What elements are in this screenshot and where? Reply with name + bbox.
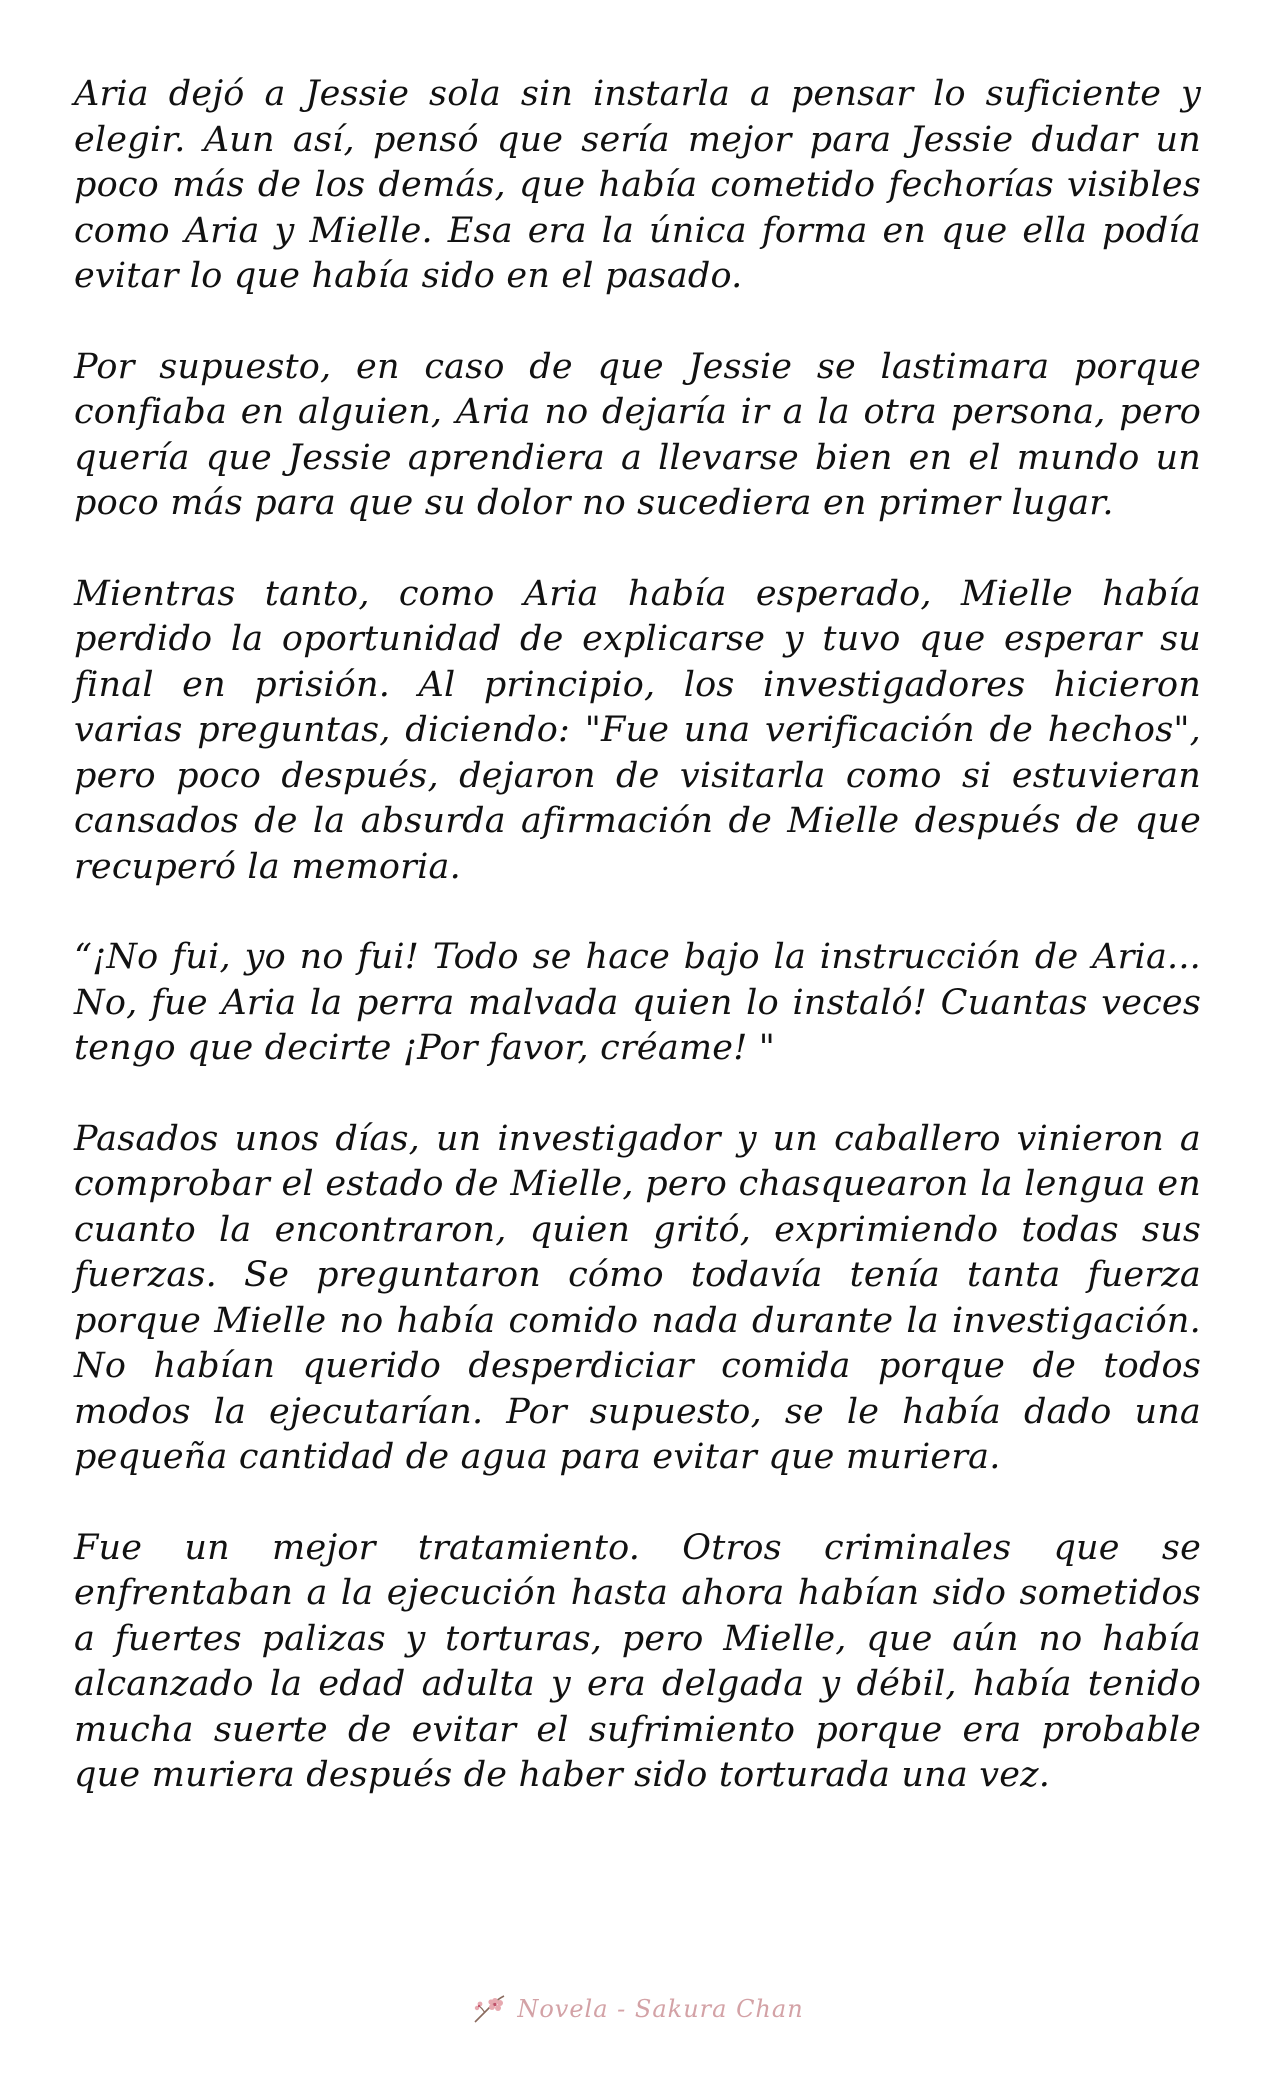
watermark-text: Novela - Sakura Chan bbox=[517, 1995, 804, 2023]
watermark bbox=[471, 1992, 803, 2026]
paragraph-5: Pasados unos días, un investigador y un caballero vinieron a comprobar el estado de Mielle, pero chasquearon la lengua en cuanto la encontraron, quien gritó, exprimiendo todas sus fuerzas. Se preguntaron cómo todavía tenía tanta fuerza porque Mielle no había comido nada durante la investigación. No habían querido desperdiciar comida porque de todos modos la ejecutarían. Por supuesto, se le había dado una pequeña cantidad de agua para evitar que muriera. bbox=[74, 1118, 1201, 1477]
paragraph-4: “¡No fui, yo no fui! Todo se hace bajo la instrucción de Aria... No, fue Aria la perra malvada quien lo instaló! Cuantas veces tengo que decirte ¡Por favor, créame! " bbox=[74, 937, 1201, 1068]
paragraph-3: Mientras tanto, como Aria había esperado, Mielle había perdido la oportunidad de explicarse y tuvo que esperar su final en prisión. Al principio, los investigadores hicieron varias preguntas, diciendo: "Fue una verificación de hechos", pero poco después, dejaron de visitarla como si estuvieran cansados de la absurda afirmación de Mielle después de que recuperó la memoria. bbox=[74, 573, 1201, 887]
paragraph-2: Por supuesto, en caso de que Jessie se lastimara porque confiaba en alguien, Aria no dejaría ir a la otra persona, pero quería que Jessie aprendiera a llevarse bien en el mundo un poco más para que su dolor no sucediera en primer lugar. bbox=[74, 346, 1201, 523]
document-body bbox=[74, 72, 1201, 1844]
cherry-blossom-icon bbox=[471, 1992, 509, 2026]
paragraph-1: Aria dejó a Jessie sola sin instarla a pensar lo suficiente y elegir. Aun así, pensó que sería mejor para Jessie dudar un poco más de los demás, que había cometido fechorías visibles como Aria y Mielle. Esa era la única forma en que ella podía evitar lo que había sido en el pasado. bbox=[74, 74, 1201, 296]
paragraph-6: Fue un mejor tratamiento. Otros criminales que se enfrentaban a la ejecución hasta ahora habían sido sometidos a fuertes palizas y torturas, pero Mielle, que aún no había alcanzado la edad adulta y era delgada y débil, había tenido mucha suerte de evitar el sufrimiento porque era probable que muriera después de haber sido torturada una vez. bbox=[74, 1527, 1201, 1795]
footer bbox=[0, 1992, 1275, 2026]
